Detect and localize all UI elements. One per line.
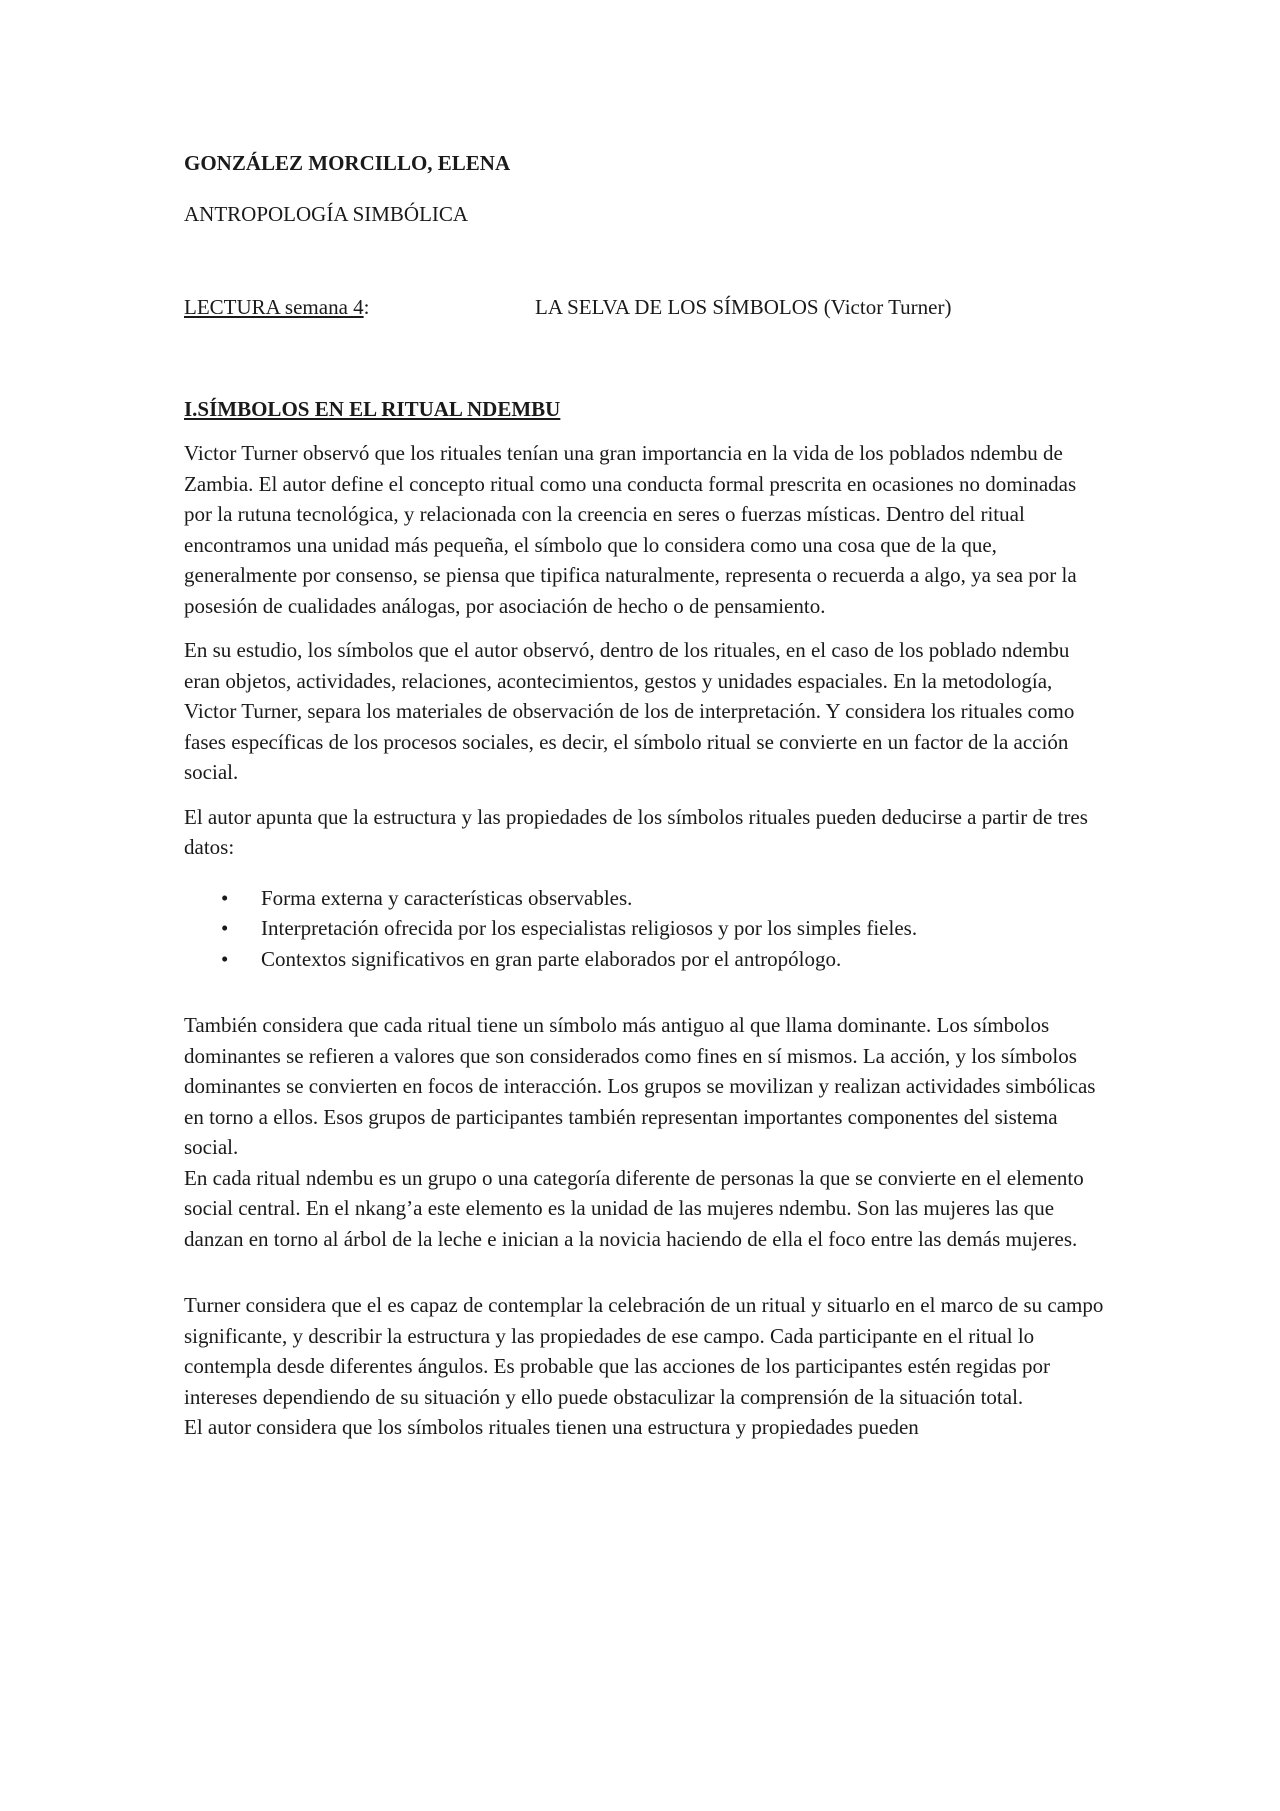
section-heading: I.SÍMBOLOS EN EL RITUAL NDEMBU [184, 397, 561, 421]
paragraph-3: El autor apunta que la estructura y las propiedades de los símbolos rituales pueden deducirse a partir de tres datos: [184, 804, 1088, 859]
bullet-item [184, 883, 1104, 914]
bullet-text: Forma externa y características observables. [261, 885, 633, 910]
bullet-text: Interpretación ofrecida por los especialistas religiosos y por los simples fieles. [261, 916, 918, 940]
reading-label-underlined: LECTURA semana 4 [184, 295, 364, 319]
bullet-list [184, 883, 1104, 975]
paragraph-5: En cada ritual ndembu es un grupo o una categoría diferente de personas la que se convierte en el elemento social central. En el nkang’a este elemento es la unidad de las mujeres ndembu. Son las mujeres las que danzan en torno al árbol de la leche e inician a la novicia haciendo de ella el foco entre las demás mujeres. [184, 1165, 1084, 1251]
paragraph-7: El autor considera que los símbolos rituales tienen una estructura y propiedades pueden [184, 1415, 919, 1439]
paragraph-6: Turner considera que el es capaz de contemplar la celebración de un ritual y situarlo en el marco de su campo significante, y describir la estructura y las propiedades de ese campo. Cada participante en el ritual lo contempla desde diferentes ángulos. Es probable que las acciones de los participantes estén regidas por intereses dependiendo de su situación y ello puede obstaculizar la comprensión de la situación total. [184, 1293, 1104, 1409]
course-title: ANTROPOLOGÍA SIMBÓLICA [184, 202, 469, 226]
document-content [184, 148, 1104, 1443]
reading-label [184, 295, 369, 319]
bullet-text: Contextos significativos en gran parte elaborados por el antropólogo. [261, 946, 842, 971]
paragraph-2: En su estudio, los símbolos que el autor observó, dentro de los rituales, en el caso de los poblado ndembu eran objetos, actividades, relaciones, acontecimientos, gestos y unidades espaciales. En la metodología, Victor Turner, separa los materiales de observación de los de interpretación. Y considera los rituales como fases específicas de los procesos sociales, es decir, el símbolo ritual se convierte en un factor de la acción social. [184, 638, 1075, 784]
bullet-dot: • [221, 946, 229, 971]
bullet-item [184, 913, 1104, 944]
author-name: GONZÁLEZ MORCILLO, ELENA [184, 151, 511, 175]
bullet-dot: • [221, 885, 229, 910]
bullet-item [184, 944, 1104, 975]
reading-title: LA SELVA DE LOS SÍMBOLOS (Victor Turner) [535, 295, 952, 319]
bullet-dot: • [221, 916, 229, 940]
reading-line [184, 292, 1104, 322]
paragraph-1: Victor Turner observó que los rituales tenían una gran importancia en la vida de los poblados ndembu de Zambia. El autor define el concepto ritual como una conducta formal prescrita en ocasiones no dominadas por la rutuna tecnológica, y relacionada con la creencia en seres o fuerzas místicas. Dentro del ritual encontramos una unidad más pequeña, el símbolo que lo considera como una cosa que de la que, generalmente por consenso, se piensa que tipifica naturalmente, representa o recuerda a algo, ya sea por la posesión de cualidades análogas, por asociación de hecho o de pensamiento. [184, 441, 1077, 618]
reading-label-colon: : [363, 295, 370, 319]
paragraph-4: También considera que cada ritual tiene un símbolo más antiguo al que llama dominante. Los símbolos dominantes se refieren a valores que son considerados como fines en sí mismos. La acción, y los símbolos dominantes se convierten en focos de interacción. Los grupos se movilizan y realizan actividades simbólicas en torno a ellos. Esos grupos de participantes también representan importantes componentes del sistema social. [184, 1013, 1096, 1159]
